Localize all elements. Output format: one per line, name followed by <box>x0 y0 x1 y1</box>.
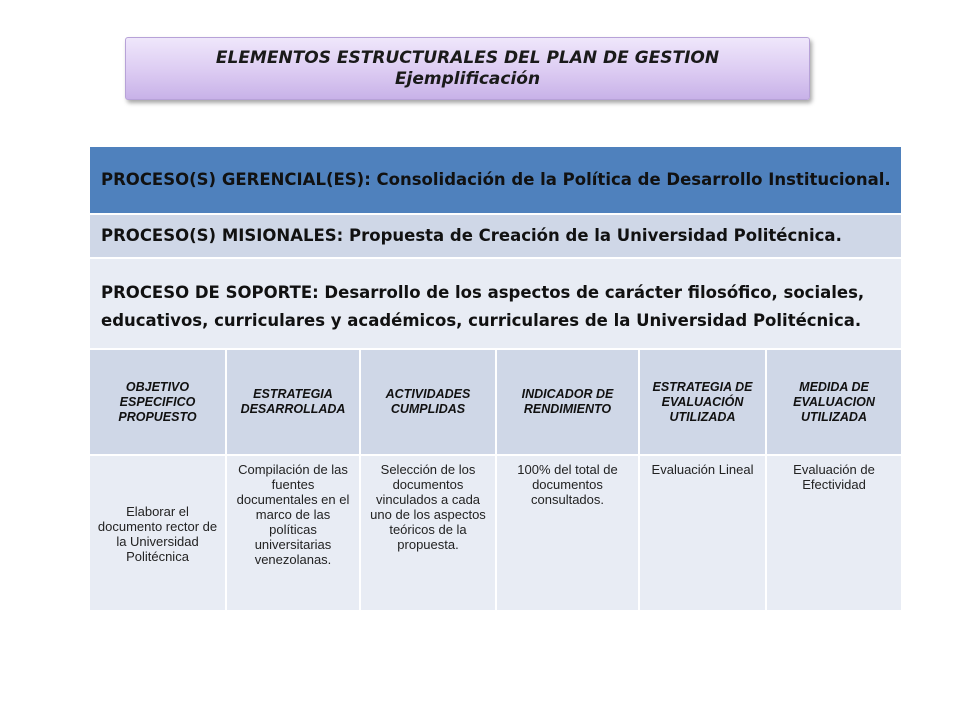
process-misionales-text: PROCESO(S) MISIONALES: Propuesta de Creación de la Universidad Politécnica. <box>90 214 901 258</box>
table-row <box>90 455 901 610</box>
cell-estrategia: Compilación de las fuentes documentales en el marco de las políticas universitarias venezolanas. <box>226 455 360 610</box>
process-row-soporte <box>90 258 901 355</box>
header-estrategia: ESTRATEGIA DESARROLLADA <box>226 349 360 455</box>
header-objetivo: OBJETIVO ESPECIFICO PROPUESTO <box>90 349 226 455</box>
process-gerencial-text: PROCESO(S) GERENCIAL(ES): Consolidación de la Política de Desarrollo Institucional. <box>90 147 901 214</box>
cell-medida-evaluacion: Evaluación de Efectividad <box>766 455 901 610</box>
header-medida-evaluacion: MEDIDA DE EVALUACION UTILIZADA <box>766 349 901 455</box>
header-estrategia-evaluacion: ESTRATEGIA DE EVALUACIÓN UTILIZADA <box>639 349 766 455</box>
page-title: ELEMENTOS ESTRUCTURALES DEL PLAN DE GESTION <box>215 47 720 68</box>
table-header-row <box>90 349 901 455</box>
process-row-gerencial <box>90 147 901 214</box>
cell-estrategia-evaluacion: Evaluación Lineal <box>639 455 766 610</box>
header-actividades: ACTIVIDADES CUMPLIDAS <box>360 349 496 455</box>
cell-indicador: 100% del total de documentos consultados. <box>496 455 639 610</box>
page-subtitle: Ejemplificación <box>394 68 541 89</box>
title-box <box>125 37 810 100</box>
cell-actividades: Selección de los documentos vinculados a cada uno de los aspectos teóricos de la propuesta. <box>360 455 496 610</box>
process-soporte-text: PROCESO DE SOPORTE: Desarrollo de los aspectos de carácter filosófico, sociales, educativos, curriculares y académicos, curriculares de la Universidad Politécnica. <box>90 258 901 355</box>
process-row-misionales <box>90 214 901 258</box>
process-table <box>90 147 901 355</box>
cell-objetivo: Elaborar el documento rector de la Universidad Politécnica <box>90 455 226 610</box>
header-indicador: INDICADOR DE RENDIMIENTO <box>496 349 639 455</box>
plan-table <box>90 348 901 610</box>
